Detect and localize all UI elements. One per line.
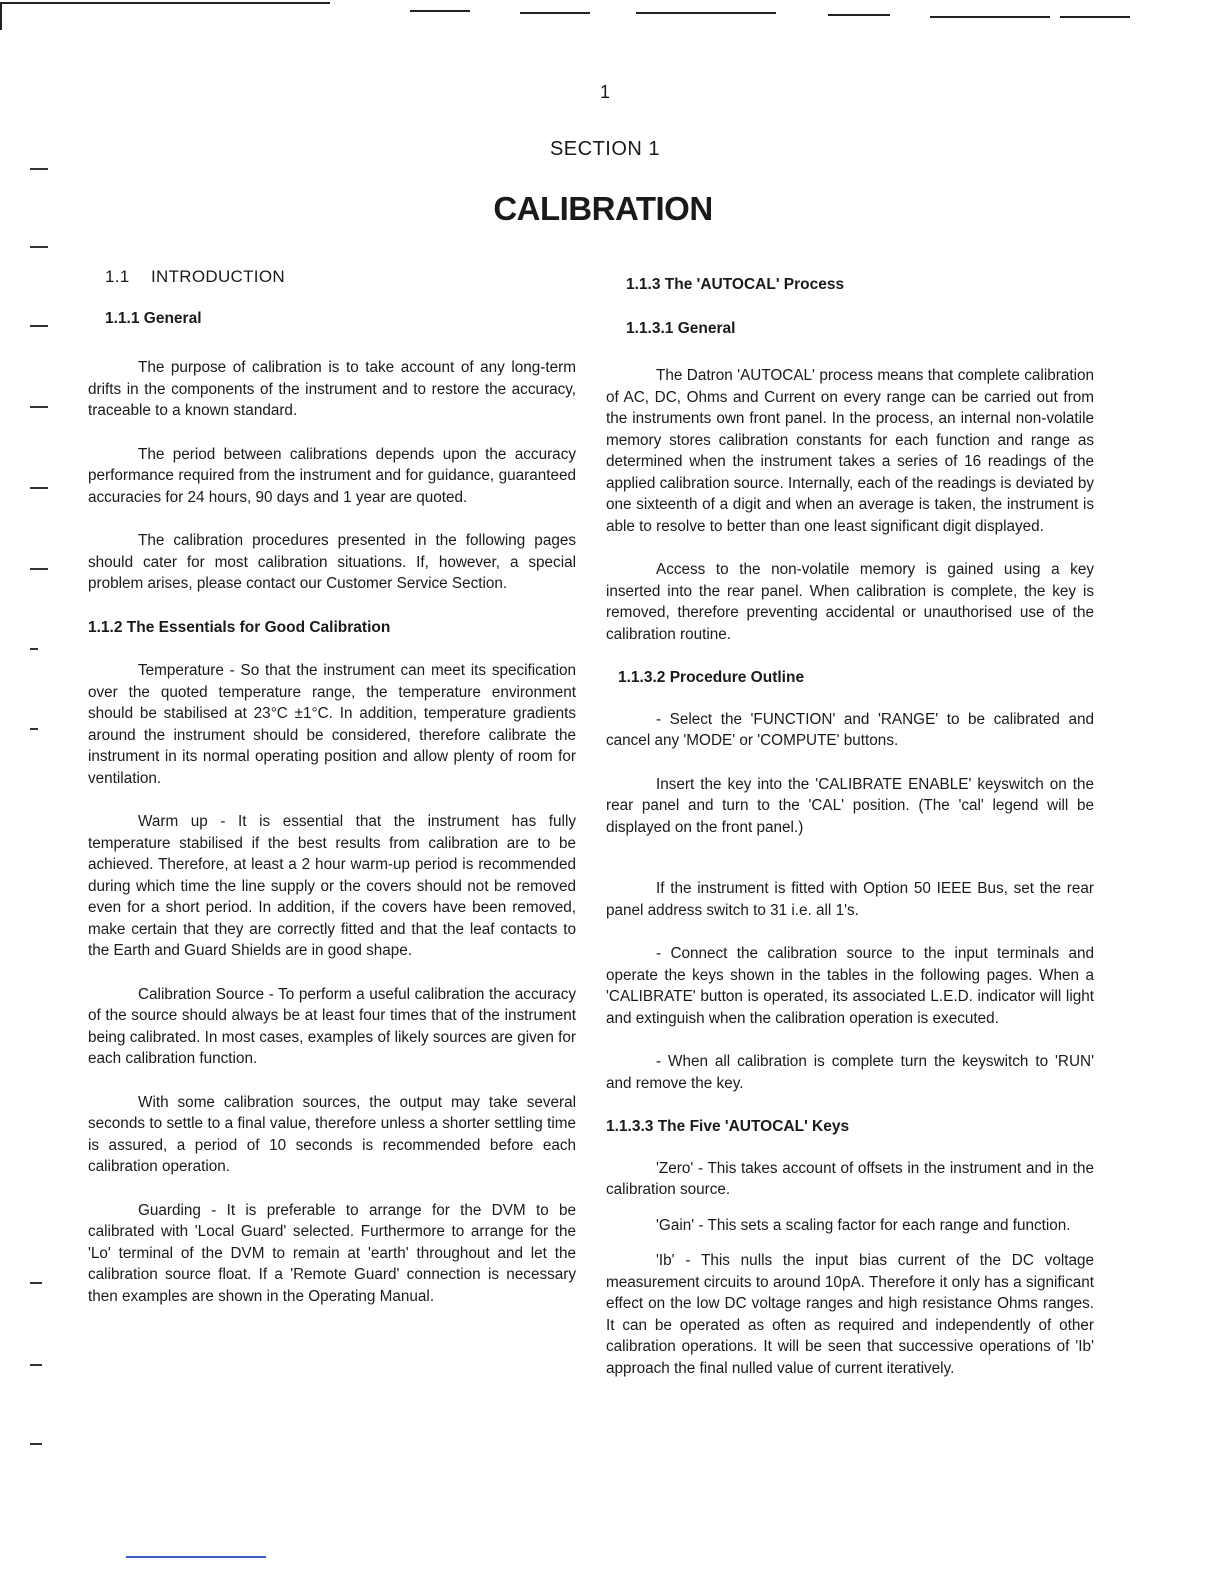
- paragraph-datron-autocal: The Datron 'AUTOCAL' process means that complete calibration of AC, DC, Ohms and Current on every range can be carried out from the instruments own front panel. In the process, an internal non-volatile memory stores calibration constants for each function and range as determined when the instrument takes a series of 16 readings of the applied calibration source. Internally, each of the readings is deviated by one sixteenth of a digit and when an average is taken, the instrument is able to resolve to better than one least significant digit displayed.: [606, 367, 1094, 535]
- heading-autocal-process: 1.1.3 The 'AUTOCAL' Process: [626, 276, 845, 293]
- heading-autocal-general: 1.1.3.1 General: [626, 319, 736, 337]
- paragraph-calibration-source: Calibration Source - To perform a useful calibration the accuracy of the source should always be at least four times that of the instrument being calibrated. In most cases, examples of likely sources are given for each calibration function.: [88, 985, 576, 1067]
- right-column: [606, 274, 1094, 1401]
- paragraph-insert-key: Insert the key into the 'CALIBRATE ENABLE' keyswitch on the rear panel and turn to the 'CAL' position. (The 'cal' legend will be displayed on the front panel.): [606, 775, 1094, 836]
- paragraph-period: The period between calibrations depends upon the accuracy performance required from the instrument and for guidance, guaranteed accuracies for 24 hours, 90 days and 1 year are quoted.: [88, 445, 576, 506]
- scan-tick: [30, 1443, 42, 1445]
- paragraph-procedures: The calibration procedures presented in the following pages should cater for most calibration situations. If, however, a special problem arises, please contact our Customer Service Section.: [88, 532, 576, 592]
- scan-tick: [30, 246, 48, 248]
- heading-essentials: 1.1.2 The Essentials for Good Calibration: [88, 618, 391, 636]
- paragraph-ib-key: 'Ib' - This nulls the input bias current of the DC voltage measurement circuits to around 10pA. Therefore it only has a significant effect on the low DC voltage ranges and high resistance Ohms ranges. It can be operated as often as required and independently of other calibration operations. It will be seen that successive operations of 'Ib' approach the final nulled value of current iteratively.: [606, 1252, 1094, 1377]
- paragraph-settling: With some calibration sources, the output may take several seconds to settle to a final value, therefore unless a shorter settling time is assured, a period of 10 seconds is recommended before each calibration operation.: [88, 1093, 576, 1175]
- scan-tick: [30, 487, 48, 489]
- scan-line: [410, 10, 470, 12]
- page-number: 1: [599, 82, 610, 102]
- heading-text: INTRODUCTION: [151, 267, 285, 286]
- paragraph-access: Access to the non-volatile memory is gained using a key inserted into the rear panel. When calibration is complete, the key is removed, therefore preventing accidental or unauthorised use of the calibration routine.: [606, 561, 1094, 643]
- paragraph-connect-source: - Connect the calibration source to the input terminals and operate the keys shown in the tables in the following pages. When a 'CALIBRATE' button is operated, its associated L.E.D. indicator will light and extinguish when the calibration operation is executed.: [606, 945, 1094, 1027]
- scan-tick: [30, 1364, 42, 1366]
- heading-number: 1.1: [105, 267, 130, 286]
- paragraph-select-function: - Select the 'FUNCTION' and 'RANGE' to be calibrated and cancel any 'MODE' or 'COMPUTE' buttons.: [606, 710, 1094, 749]
- paragraph-guarding: Guarding - It is preferable to arrange for the DVM to be calibrated with 'Local Guard' selected. Furthermore to arrange for the 'Lo' terminal of the DVM to remain at 'earth' throughout and let the calibration source float. If a 'Remote Guard' connection is necessary then examples are shown in the Operating Manual.: [88, 1201, 576, 1305]
- scan-line: [828, 14, 890, 16]
- heading-five-autocal-keys: 1.1.3.3 The Five 'AUTOCAL' Keys: [606, 1118, 850, 1135]
- heading-general: 1.1.1 General: [105, 309, 202, 327]
- scan-tick: [30, 406, 48, 408]
- section-label: SECTION 1: [549, 138, 661, 160]
- scan-tick: [30, 728, 38, 730]
- paragraph-gain-key: 'Gain' - This sets a scaling factor for each range and function.: [656, 1216, 1071, 1234]
- paragraph-ieee-bus: If the instrument is fitted with Option 50 IEEE Bus, set the rear panel address switch to 31 i.e. all 1's.: [606, 880, 1094, 919]
- page-title: CALIBRATION: [493, 190, 713, 227]
- scan-line: [520, 12, 590, 14]
- scan-tick: [30, 648, 38, 650]
- scan-tick: [30, 325, 48, 327]
- scan-tick: [30, 1282, 42, 1284]
- heading-procedure-outline: 1.1.3.2 Procedure Outline: [618, 669, 805, 686]
- left-column: [88, 266, 576, 1329]
- scan-edge-top: [0, 0, 1224, 30]
- paragraph-purpose: The purpose of calibration is to take account of any long-term drifts in the components of the instrument and to restore the accuracy, traceable to a known standard.: [88, 359, 576, 419]
- scan-edge-left: [0, 0, 60, 1584]
- paragraph-temperature: Temperature - So that the instrument can meet its specification over the quoted temperature range, the temperature environment should be stabilised at 23°C ±1°C. In addition, temperature gradients around the instrument should be considered, therefore calibrate the instrument in its normal operating position and allow plenty of room for ventilation.: [88, 662, 576, 787]
- scan-line: [1060, 16, 1130, 18]
- heading-introduction: [105, 266, 576, 288]
- scan-tick: [30, 568, 48, 570]
- scan-line: [636, 12, 776, 14]
- scan-tick: [30, 168, 48, 170]
- paragraph-zero-key: 'Zero' - This takes account of offsets in the instrument and in the calibration source.: [606, 1159, 1094, 1198]
- paragraph-keyswitch-run: - When all calibration is complete turn the keyswitch to 'RUN' and remove the key.: [606, 1053, 1094, 1092]
- scan-edge-bottom: [126, 1556, 266, 1558]
- scan-line: [930, 16, 1050, 18]
- paragraph-warm-up: Warm up - It is essential that the instrument has fully temperature stabilised if the best results from calibration are to be achieved. Therefore, at least a 2 hour warm-up period is recommended during which time the line supply or the covers should not be removed even for a short period. In addition, if the covers have been removed, make certain that they are correctly fitted and that the leaf contacts to the Earth and Guard Shields are in good shape.: [88, 813, 576, 959]
